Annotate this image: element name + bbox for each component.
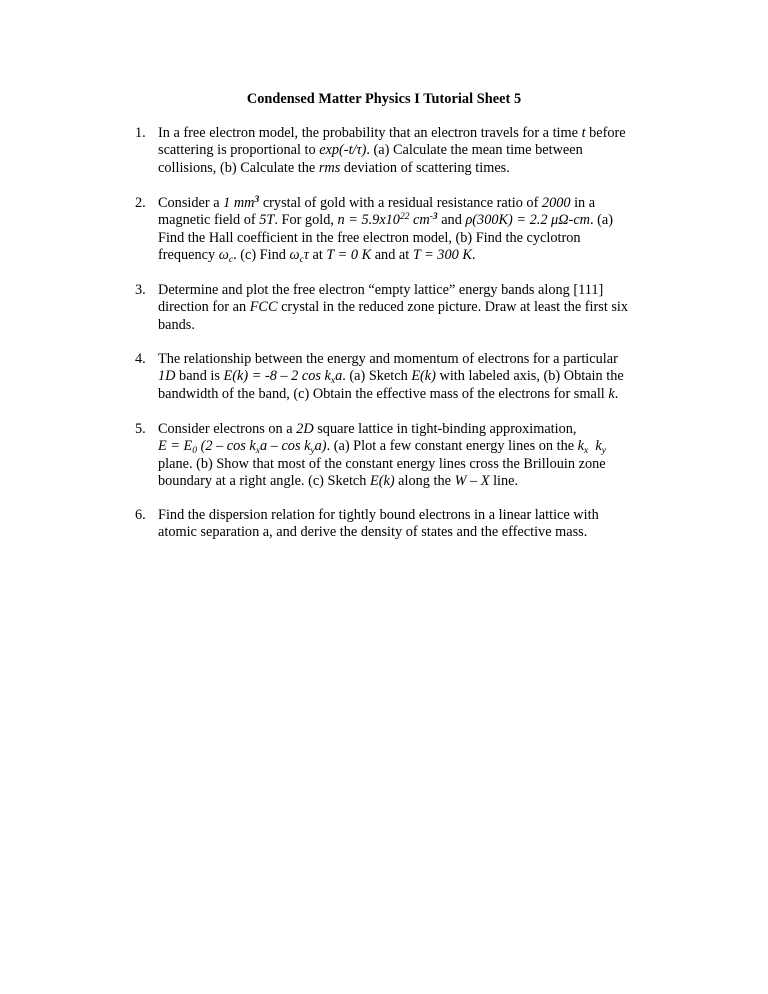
problem-line: magnetic field of 5T. For gold, $n = 5.9x10^{22}$ $cm^{-3}$ and ρ(300K) = 2.2 μΩ-cm. (a) bbox=[158, 212, 614, 229]
problem-text bbox=[158, 507, 656, 542]
problem-line: Consider electrons on a 2D square lattice in tight-binding approximation, bbox=[158, 421, 577, 437]
problem-line: bands. bbox=[158, 316, 195, 333]
problem-line: Find the dispersion relation for tightly bound electrons in a linear lattice with bbox=[158, 507, 599, 523]
problem-text bbox=[158, 125, 656, 177]
problem-line: direction for an FCC crystal in the reduced zone picture. Draw at least the first six bbox=[158, 299, 629, 316]
problem-number: 3. bbox=[135, 282, 146, 298]
problem-text bbox=[158, 421, 656, 491]
problem-line: In a free electron model, the probability that an electron travels for a time t before bbox=[158, 125, 626, 141]
page-title: Condensed Matter Physics I Tutorial Sheet 5 bbox=[246, 91, 522, 107]
problem-number: 2. bbox=[135, 195, 146, 211]
problem-number: 6. bbox=[135, 507, 146, 523]
problem-line: frequency $\omega_c$. (c) Find $\omega_c\tau$ at T = 0 K and at T = 300 K. bbox=[158, 247, 476, 266]
problem-line: atomic separation a, and derive the density of states and the effective mass. bbox=[158, 524, 588, 541]
problem-line: The relationship between the energy and momentum of electrons for a particular bbox=[158, 351, 618, 367]
problem-number: 5. bbox=[135, 421, 146, 437]
problem-line: Consider a 1 $mm^3$ crystal of gold with a residual resistance ratio of 2000 in a bbox=[158, 195, 596, 211]
problem-line: Find the Hall coefficient in the free electron model, (b) Find the cyclotron bbox=[158, 229, 581, 246]
problem-number: 4. bbox=[135, 351, 146, 367]
problem-number: 1. bbox=[135, 125, 146, 141]
problem-text bbox=[158, 195, 656, 265]
problem-text bbox=[158, 282, 656, 334]
problem-line: $E = E_0$ ($2 - \cos k_xa$ – $\cos k_ya$). (a) Plot a few constant energy lines on the $k_x$ $k_y$ bbox=[158, 438, 606, 457]
problem-line: boundary at a right angle. (c) Sketch E(k) along the W – X line. bbox=[158, 473, 519, 490]
problem-line: bandwidth of the band, (c) Obtain the effective mass of the electrons for small k. bbox=[158, 385, 619, 402]
problem-line: Determine and plot the free electron “empty lattice” energy bands along [111] bbox=[158, 282, 604, 298]
problem-line: 1D band is E(k) = -8 – 2 $\cos k_xa$. (a) Sketch E(k) with labeled axis, (b) Obtain the bbox=[158, 368, 624, 387]
problem-text bbox=[158, 351, 656, 403]
problem-line: scattering is proportional to exp(-t/τ). (a) Calculate the mean time between bbox=[158, 142, 583, 159]
problem-line: plane. (b) Show that most of the constant energy lines cross the Brillouin zone bbox=[158, 455, 606, 472]
problem-line: collisions, (b) Calculate the rms deviation of scattering times. bbox=[158, 159, 510, 176]
